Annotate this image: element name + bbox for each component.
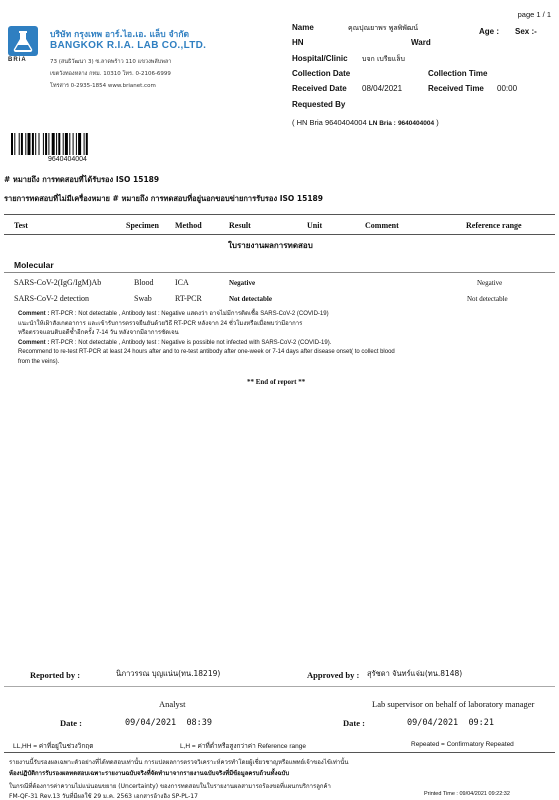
row-result: Not detectable [229, 295, 272, 303]
ln-bria-value: 9640404004 [397, 120, 435, 127]
approved-by-label: Approved by : [307, 670, 360, 680]
flask-icon [8, 26, 38, 56]
barcode-icon [11, 133, 114, 155]
received-date-label: Received Date [292, 84, 347, 93]
received-time-value: 00:00 [497, 84, 518, 93]
comment-text: RT-PCR : Not detectable , Antibody test : Negative is possible not infected with SARS-CoV-2 (COVID-19). [51, 339, 332, 346]
approve-date-value [407, 718, 494, 728]
report-date-label: Date : [60, 718, 82, 728]
sex-label: Sex :- [515, 27, 537, 36]
row-reference: Not detectable [467, 295, 508, 303]
hn-bria-line [292, 118, 439, 127]
hn-bria-suffix: ) [436, 118, 439, 127]
approve-date: 09/04/2021 [407, 718, 459, 728]
lab-address-line3: โทรสาร 0-2935-1854 www.brianet.com [50, 83, 156, 89]
analyst-label: Analyst [159, 699, 186, 709]
comment-label: Comment : [18, 311, 50, 317]
approve-date-label: Date : [343, 718, 365, 728]
lab-address-line2: เขตวังทองหลาง กทม. 10310 โทร. 0-2106-6999 [50, 71, 171, 77]
comment-text: Recommend to re-test RT-PCR at least 24 hours after and to re-test antibody after one-week or 7-14 days after disease onset( to collect blood [18, 349, 395, 355]
row-method: RT-PCR [175, 294, 202, 303]
comment-text: RT-PCR : Not detectable , Antibody test : Negative แสดงว่า อาจไม่มีการติดเชื้อ SARS-CoV-2 (COVID-19) [51, 311, 329, 317]
lab-address-line1: 73 (สนธิวัฒนา 3) ซ.ลาดพร้าว 110 แขวงพลับพลา [50, 59, 172, 65]
col-result: Result [229, 221, 251, 230]
barcode [11, 133, 114, 155]
logo-text: BRiA [8, 57, 27, 63]
row-specimen: Blood [134, 278, 154, 287]
comment-label: Comment : [18, 339, 50, 346]
hn-bria-value: 9640404004 [324, 118, 367, 127]
col-method: Method [175, 221, 202, 230]
received-date-value: 08/04/2021 [362, 84, 403, 93]
lab-name-english: BANGKOK R.I.A. LAB CO.,LTD. [50, 40, 207, 51]
row-test: SARS-CoV-2(IgG/IgM)Ab [14, 278, 102, 287]
comment-text: แนะนำให้เฝ้าสังเกตอาการ และเข้ารับการตรวจยืนยันด้วยวิธี RT-PCR หลังจาก 24 ชั่วโมงหรือเมื่อพบว่ามีอาการ [18, 320, 303, 327]
lab-name-thai: บริษัท กรุงเทพ อาร์.ไอ.เอ. แล็บ จำกัด [50, 30, 190, 40]
page-number: page 1 / 1 [517, 10, 551, 19]
approve-time: 09:21 [468, 718, 495, 728]
collection-date-label: Collection Date [292, 69, 351, 78]
collection-time-label: Collection Time [428, 69, 488, 78]
name-label: Name [292, 23, 314, 32]
hn-label: HN [292, 38, 304, 47]
received-time-label: Received Time [428, 84, 484, 93]
legend-low-high: L,H = ค่าที่ต่ำหรือสูงกว่าค่า Reference range [180, 743, 306, 750]
iso-note-accredited: # หมายถึง การทดสอบที่ได้รับรอง ISO 15189 [4, 175, 160, 184]
row-result: Negative [229, 279, 256, 287]
report-time: 08:39 [186, 718, 213, 728]
col-test: Test [14, 221, 28, 230]
row-test: SARS-CoV-2 detection [14, 294, 90, 303]
report-date: 09/04/2021 [125, 718, 177, 728]
ward-label: Ward [411, 38, 431, 47]
row-specimen: Swab [134, 294, 152, 303]
legend-repeated: Repeated = Confirmatory Repeated [411, 741, 514, 748]
age-label: Age : [479, 27, 499, 36]
row-reference: Negative [477, 279, 503, 287]
hn-bria-prefix: ( HN Bria [292, 118, 323, 127]
lab-logo [8, 26, 38, 62]
col-reference-range: Reference range [466, 221, 522, 230]
col-comment: Comment [365, 221, 399, 230]
section-molecular: Molecular [14, 260, 54, 270]
footer-disclaimer: รายงานนี้รับรองผลเฉพาะตัวอย่างที่ได้ทดสอบเท่านั้น การแปลผลการตรวจวิเคราะห์ควรทำโดยผู้เชี่ยวชาญหรือแพทย์เจ้าของไข้เท่านั้น [9, 759, 349, 766]
requested-by-label: Requested By [292, 100, 346, 109]
approved-by-value: สุรัชดา จันทร์แจ่ม(ทน.8148) [367, 669, 463, 678]
reported-by-value: นิภาวรรณ บุญแน่น(ทน.18219) [116, 669, 221, 678]
report-title: ใบรายงานผลการทดสอบ [228, 241, 313, 250]
col-specimen: Specimen [126, 221, 159, 230]
report-date-value [125, 718, 212, 728]
barcode-number: 9640404004 [48, 156, 87, 163]
comment-thai [18, 310, 395, 367]
supervisor-label: Lab supervisor on behalf of laboratory manager [372, 699, 535, 709]
row-method: ICA [175, 278, 189, 287]
hospital-value: บจก เบรียแล็บ [362, 55, 405, 63]
footer-form-code: FM-QF-31 Rev.13 วันที่มีผลใช้ 29 ม.ค. 2563 เอกสารอ้างอิง SP-PL-17 [9, 793, 198, 800]
iso-note-non-accredited: รายการทดสอบที่ไม่มีเครื่องหมาย # หมายถึง การทดสอบที่อยู่นอกขอบข่ายการรับรอง ISO 15189 [4, 194, 323, 203]
comment-text: หรือตรวจแอนติบอดีซ้ำอีกครั้ง 7-14 วัน หลังจากมีอาการชัดเจน [18, 330, 179, 336]
printed-time: Printed Time : 09/04/2021 09:22:32 [424, 791, 510, 797]
col-unit: Unit [307, 221, 323, 230]
ln-bria-label: LN Bria : [368, 120, 396, 127]
comment-text: from the veins). [18, 358, 60, 365]
footer-uncertainty: ในกรณีที่ต้องการค่าความไม่แน่นอนขยาย (Uncertainty) ของการทดสอบในใบรายงานผลสามารถร้องขอที่แผนกบริการลูกค้า [9, 783, 331, 790]
end-of-report: ** End of report ** [247, 378, 306, 386]
hospital-label: Hospital/Clinic [292, 54, 348, 63]
reported-by-label: Reported by : [30, 670, 81, 680]
footer-certification: ห้องปฏิบัติการรับรองผลทดสอบเฉพาะรายงานฉบับจริงที่จัดทำมาจากรายงานฉบับจริงที่มีข้อมูลครบถ้วนทั้งฉบับ [9, 770, 290, 777]
legend-critical: LL,HH = ค่าที่อยู่ในช่วงวิกฤต [13, 743, 94, 750]
name-value: คุณปุณยาพร พูลพิพัฒน์ [348, 24, 418, 32]
